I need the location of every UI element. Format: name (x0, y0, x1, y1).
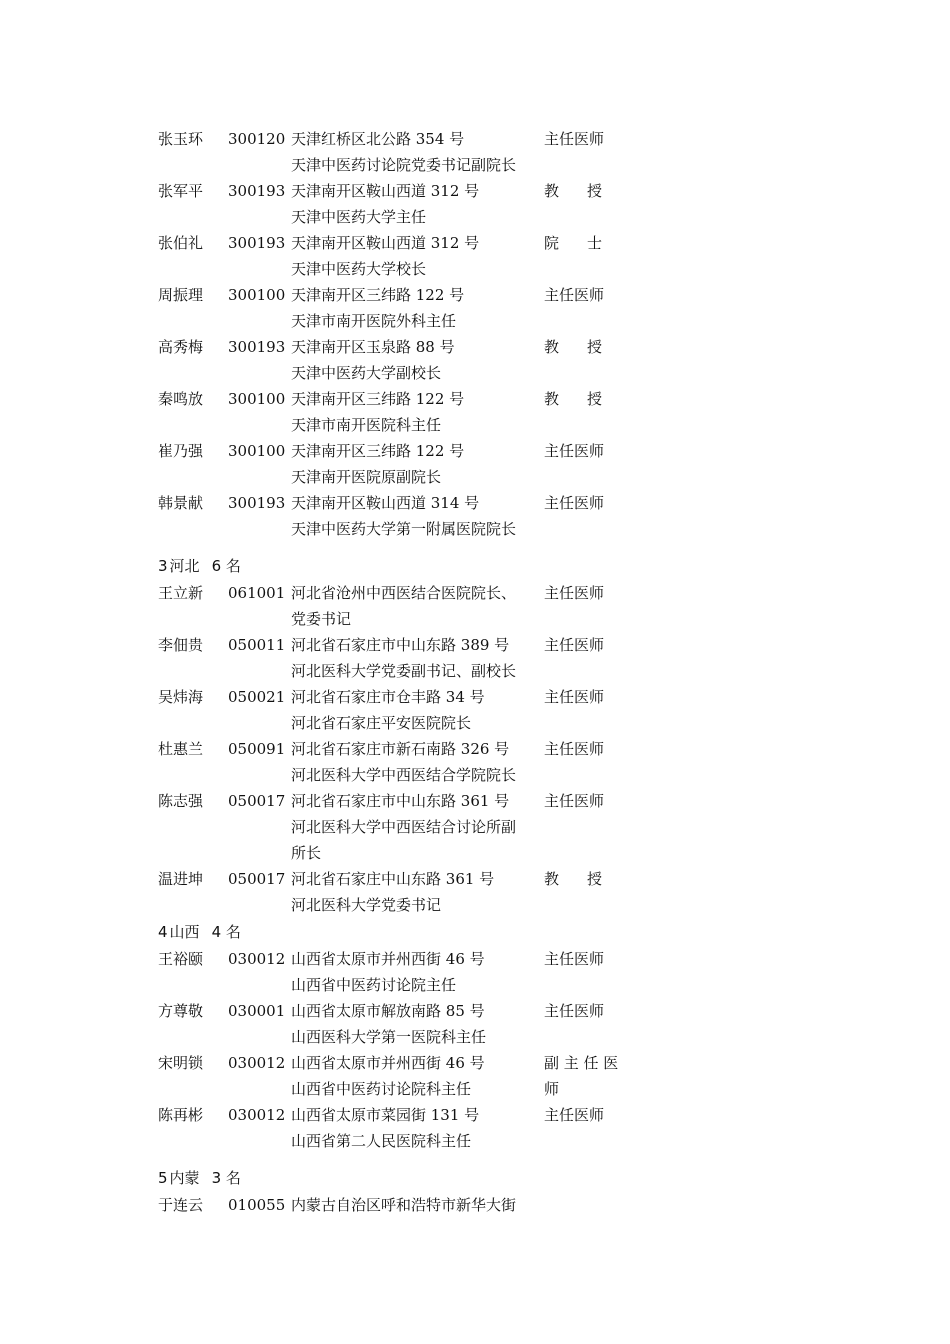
person-name: 崔乃强 (158, 442, 204, 460)
table-row (158, 438, 658, 490)
province-count: 6 名 (211, 557, 241, 575)
address-line: 山西省太原市解放南路 85 号 (291, 1002, 485, 1020)
province-group (158, 552, 658, 918)
person-name: 周振理 (158, 286, 204, 304)
person-name: 张军平 (158, 182, 204, 200)
postal-code: 300100 (228, 442, 286, 460)
address-line: 山西医科大学第一医院科主任 (291, 1028, 487, 1046)
job-title: 院士 (544, 234, 631, 252)
province-header (158, 918, 658, 946)
address-line: 河北省石家庄市新石南路 326 号 (291, 740, 510, 758)
row-line (158, 658, 658, 684)
address-line: 河北省石家庄市中山东路 361 号 (291, 792, 510, 810)
province-number: 3 (158, 557, 168, 575)
job-title: 主任医师 (544, 792, 605, 810)
address-line: 山西省太原市并州西街 46 号 (291, 1054, 485, 1072)
table-row (158, 632, 658, 684)
province-count: 3 名 (211, 1169, 241, 1187)
row-line (158, 204, 658, 230)
address-line: 所长 (291, 844, 322, 862)
row-line (158, 632, 658, 658)
table-row (158, 334, 658, 386)
address-line: 山西省第二人民医院科主任 (291, 1132, 472, 1150)
address-line: 天津中医药讨论院党委书记副院长 (291, 156, 517, 174)
postal-code: 050091 (228, 740, 286, 758)
row-line (158, 1050, 658, 1076)
job-title: 主任医师 (544, 636, 605, 654)
table-row (158, 736, 658, 788)
row-line (158, 684, 658, 710)
address-line: 山西省太原市并州西街 46 号 (291, 950, 485, 968)
person-name: 秦鸣放 (158, 390, 204, 408)
job-title: 副 主 任 医 (544, 1054, 619, 1072)
province-number: 5 (158, 1169, 168, 1187)
row-line (158, 840, 658, 866)
address-line: 河北省石家庄中山东路 361 号 (291, 870, 495, 888)
document-body (158, 126, 658, 1218)
job-title: 教授 (544, 182, 631, 200)
postal-code: 300100 (228, 286, 286, 304)
postal-code: 030012 (228, 1106, 286, 1124)
table-row (158, 386, 658, 438)
address-line: 河北省石家庄市中山东路 389 号 (291, 636, 510, 654)
address-line: 内蒙古自治区呼和浩特市新华大街 (291, 1196, 517, 1214)
row-line (158, 386, 658, 412)
row-line (158, 866, 658, 892)
table-row (158, 580, 658, 632)
address-line: 天津市南开医院科主任 (291, 416, 442, 434)
job-title: 主任医师 (544, 1002, 605, 1020)
row-line (158, 788, 658, 814)
address-line: 天津南开区三纬路 122 号 (291, 442, 465, 460)
table-row (158, 178, 658, 230)
person-name: 方尊敬 (158, 1002, 204, 1020)
address-line: 河北医科大学党委副书记、副校长 (291, 662, 517, 680)
province-name: 河北 (169, 557, 200, 575)
postal-code: 300193 (228, 338, 286, 356)
row-line (158, 946, 658, 972)
address-line: 天津中医药大学副校长 (291, 364, 442, 382)
address-line: 河北省石家庄市仓丰路 34 号 (291, 688, 485, 706)
row-line (158, 230, 658, 256)
table-row (158, 490, 658, 542)
row-line (158, 126, 658, 152)
postal-code: 050011 (228, 636, 286, 654)
table-row (158, 1050, 658, 1102)
person-name: 张玉环 (158, 130, 204, 148)
address-line: 河北医科大学党委书记 (291, 896, 442, 914)
job-title: 主任医师 (544, 584, 605, 602)
row-line (158, 892, 658, 918)
postal-code: 300100 (228, 390, 286, 408)
address-line: 党委书记 (291, 610, 352, 628)
table-row (158, 1192, 658, 1218)
person-name: 陈志强 (158, 792, 204, 810)
person-name: 韩景献 (158, 494, 204, 512)
row-line (158, 580, 658, 606)
person-name: 王裕颐 (158, 950, 204, 968)
person-name: 宋明锁 (158, 1054, 204, 1072)
row-line (158, 762, 658, 788)
province-group (158, 918, 658, 1154)
table-row (158, 230, 658, 282)
address-line: 天津南开医院原副院长 (291, 468, 442, 486)
address-line: 天津中医药大学主任 (291, 208, 427, 226)
row-line (158, 972, 658, 998)
table-row (158, 946, 658, 998)
table-row (158, 684, 658, 736)
address-line: 天津南开区鞍山西道 314 号 (291, 494, 480, 512)
province-group (158, 1164, 658, 1218)
row-line (158, 736, 658, 762)
row-line (158, 1128, 658, 1154)
job-title: 主任医师 (544, 286, 605, 304)
postal-code: 061001 (228, 584, 286, 602)
row-line (158, 256, 658, 282)
address-line: 山西省太原市菜园街 131 号 (291, 1106, 480, 1124)
postal-code: 300193 (228, 234, 286, 252)
address-line: 天津南开区三纬路 122 号 (291, 390, 465, 408)
row-line (158, 412, 658, 438)
address-line: 山西省中医药讨论院科主任 (291, 1080, 472, 1098)
table-row (158, 788, 658, 866)
province-number: 4 (158, 923, 168, 941)
address-line: 天津中医药大学第一附属医院院长 (291, 520, 517, 538)
job-title: 主任医师 (544, 1106, 605, 1124)
row-line (158, 464, 658, 490)
postal-code: 050017 (228, 870, 286, 888)
postal-code: 300193 (228, 494, 286, 512)
person-name: 于连云 (158, 1196, 204, 1214)
row-line (158, 1076, 658, 1102)
person-name: 杜惠兰 (158, 740, 204, 758)
address-line: 天津南开区玉泉路 88 号 (291, 338, 455, 356)
row-line (158, 490, 658, 516)
row-line (158, 282, 658, 308)
job-title: 教授 (544, 870, 631, 888)
job-title: 教授 (544, 390, 631, 408)
postal-code: 030012 (228, 950, 286, 968)
province-name: 内蒙 (169, 1169, 200, 1187)
address-line: 天津中医药大学校长 (291, 260, 427, 278)
row-line (158, 1024, 658, 1050)
job-title: 主任医师 (544, 494, 605, 512)
row-line (158, 152, 658, 178)
postal-code: 030001 (228, 1002, 286, 1020)
person-name: 陈再彬 (158, 1106, 204, 1124)
job-title: 师 (544, 1080, 560, 1098)
postal-code: 300120 (228, 130, 286, 148)
postal-code: 010055 (228, 1196, 286, 1214)
province-group (158, 126, 658, 542)
row-line (158, 998, 658, 1024)
address-line: 天津南开区三纬路 122 号 (291, 286, 465, 304)
address-line: 天津红桥区北公路 354 号 (291, 130, 465, 148)
province-header (158, 552, 658, 580)
address-line: 河北省石家庄平安医院院长 (291, 714, 472, 732)
row-line (158, 178, 658, 204)
job-title: 主任医师 (544, 688, 605, 706)
person-name: 高秀梅 (158, 338, 204, 356)
row-line (158, 1102, 658, 1128)
row-line (158, 438, 658, 464)
province-name: 山西 (169, 923, 200, 941)
table-row (158, 1102, 658, 1154)
row-line (158, 814, 658, 840)
address-line: 天津市南开医院外科主任 (291, 312, 457, 330)
person-name: 李佃贵 (158, 636, 204, 654)
postal-code: 300193 (228, 182, 286, 200)
table-row (158, 866, 658, 918)
row-line (158, 710, 658, 736)
person-name: 吴炜海 (158, 688, 204, 706)
row-line (158, 606, 658, 632)
person-name: 张伯礼 (158, 234, 204, 252)
table-row (158, 126, 658, 178)
row-line (158, 308, 658, 334)
address-line: 天津南开区鞍山西道 312 号 (291, 182, 480, 200)
postal-code: 050021 (228, 688, 286, 706)
province-count: 4 名 (211, 923, 241, 941)
job-title: 教授 (544, 338, 631, 356)
person-name: 王立新 (158, 584, 204, 602)
postal-code: 050017 (228, 792, 286, 810)
person-name: 温进坤 (158, 870, 204, 888)
postal-code: 030012 (228, 1054, 286, 1072)
row-line (158, 516, 658, 542)
table-row (158, 998, 658, 1050)
job-title: 主任医师 (544, 950, 605, 968)
address-line: 河北省沧州中西医结合医院院长、 (291, 584, 517, 602)
address-line: 山西省中医药讨论院主任 (291, 976, 457, 994)
address-line: 天津南开区鞍山西道 312 号 (291, 234, 480, 252)
row-line (158, 334, 658, 360)
job-title: 主任医师 (544, 740, 605, 758)
row-line (158, 1192, 658, 1218)
address-line: 河北医科大学中西医结合讨论所副 (291, 818, 517, 836)
row-line (158, 360, 658, 386)
address-line: 河北医科大学中西医结合学院院长 (291, 766, 517, 784)
province-header (158, 1164, 658, 1192)
table-row (158, 282, 658, 334)
job-title: 主任医师 (544, 130, 605, 148)
job-title: 主任医师 (544, 442, 605, 460)
